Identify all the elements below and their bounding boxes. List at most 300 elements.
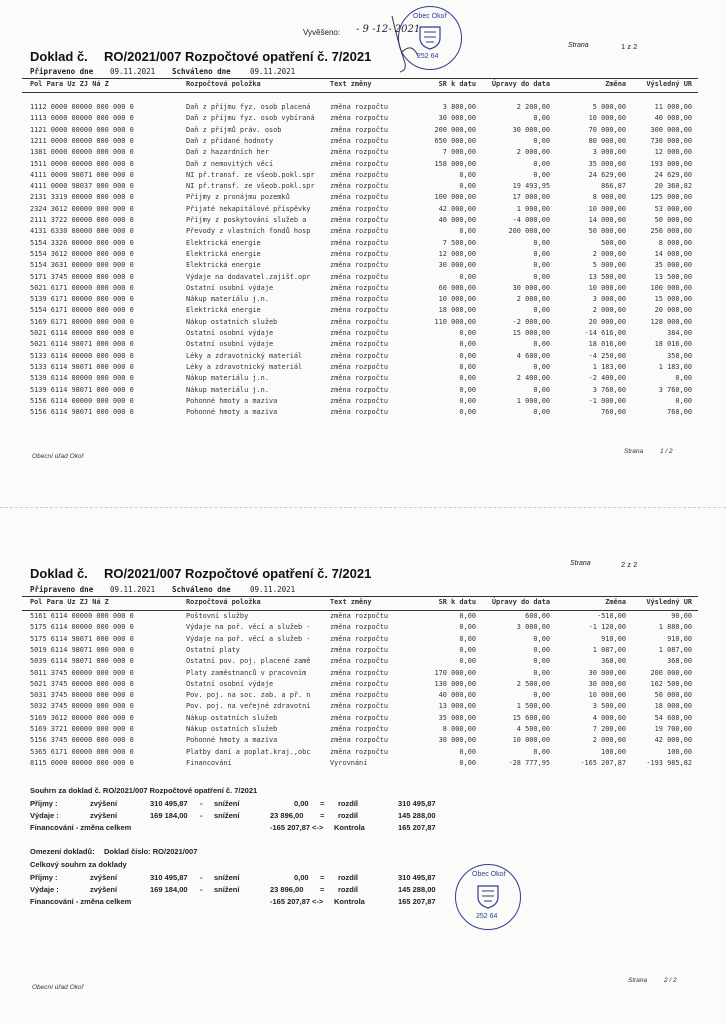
cell-item: Elektrická energie — [186, 306, 261, 315]
cell-zm: -1 000,00 — [588, 396, 626, 405]
cell-item: Ostatní platy — [186, 645, 240, 654]
omezeni-label: Omezení dokladů: — [30, 847, 95, 856]
cell-text: změna rozpočtu — [330, 103, 389, 111]
cell-text: změna rozpočtu — [330, 136, 389, 145]
cell-vys: 12 000,00 — [654, 148, 692, 157]
cell-vys: 13 500,00 — [654, 272, 692, 281]
table-row — [0, 725, 726, 736]
cell-text: změna rozpočtu — [330, 385, 389, 394]
approved-label-2: Schváleno dne — [172, 585, 231, 594]
cell-code: 1211 0000 00000 000 000 0 — [30, 136, 134, 145]
official-stamp-seal: Obec Okoř 252 64 — [398, 6, 462, 70]
cell-text: změna rozpočtu — [330, 374, 389, 383]
cell-opr: -4 000,00 — [512, 216, 550, 224]
prepared-label: Připraveno dne — [30, 67, 94, 76]
total-vydaje-roz: 145 288,00 — [398, 885, 436, 894]
cell-vys: 0,00 — [675, 396, 692, 405]
table-row — [0, 193, 726, 204]
cell-zm: 2 000,00 — [592, 249, 626, 258]
cell-text: změna rozpočtu — [330, 623, 389, 632]
cell-zm: 10 000,00 — [588, 691, 626, 700]
cell-zm: 1 087,00 — [592, 645, 626, 654]
table-row — [0, 714, 726, 725]
cell-vys: 8 000,00 — [658, 238, 692, 247]
cell-item: NI př.transf. ze všeob.pokl.spr — [186, 182, 315, 191]
col-text: Text změny — [330, 80, 372, 88]
cell-zm: -1 120,00 — [588, 623, 626, 632]
cell-opr: 0,00 — [533, 747, 550, 756]
cell-item: Poštovní služby — [186, 612, 249, 620]
cell-sr: 0,00 — [459, 340, 476, 349]
cell-opr: 0,00 — [533, 136, 550, 145]
cell-vys: 35 000,00 — [654, 261, 692, 270]
cell-sr: 0,00 — [459, 362, 476, 371]
cell-zm: 80 000,00 — [588, 136, 626, 145]
cell-sr: 0,00 — [459, 623, 476, 632]
cell-vys: 50 000,00 — [654, 216, 692, 224]
cell-opr: 17 000,00 — [512, 193, 550, 202]
footer-page-label: Strana — [624, 448, 644, 455]
cell-opr: 0,00 — [533, 170, 550, 179]
cell-sr: 100 000,00 — [434, 193, 476, 202]
summary-prijmy-zv-label: zvýšení — [90, 799, 118, 808]
cell-text: změna rozpočtu — [330, 679, 389, 688]
cell-zm: 5 000,00 — [592, 103, 626, 111]
cell-code: 5011 3745 00000 000 000 0 — [30, 668, 134, 677]
cell-opr: 0,00 — [533, 114, 550, 123]
table-header-2 — [0, 598, 726, 609]
table-row — [0, 736, 726, 747]
cell-opr: 0,00 — [533, 645, 550, 654]
summary-prijmy-roz: 310 495,87 — [398, 799, 436, 808]
cell-zm: 14 000,00 — [588, 216, 626, 224]
cell-vys: 42 000,00 — [654, 736, 692, 745]
footer-office: Obecní úřad Okoř — [32, 453, 84, 460]
summary-prijmy-sn-label: snížení — [214, 799, 240, 808]
cell-text: změna rozpočtu — [330, 193, 389, 202]
cell-text: změna rozpočtu — [330, 227, 389, 236]
col-item: Rozpočtová položka — [186, 80, 261, 88]
cell-item: Léky a zdravotnický materiál — [186, 362, 303, 371]
cell-code: 2324 3612 00000 000 000 0 — [30, 204, 134, 213]
cell-sr: 0,00 — [459, 170, 476, 179]
cell-sr: 3 800,00 — [442, 103, 476, 111]
cell-zm: 18 016,00 — [588, 340, 626, 349]
cell-sr: 0,00 — [459, 645, 476, 654]
prepared-date: 09.11.2021 — [110, 67, 156, 76]
table-row — [0, 374, 726, 385]
col-opr-2: Úpravy do data — [491, 598, 550, 606]
table-row — [0, 623, 726, 634]
summary-title: Souhrn za doklad č. RO/2021/007 Rozpočtové opatření č. 7/2021 — [30, 786, 258, 795]
cell-sr: 30 000,00 — [438, 261, 476, 270]
cell-sr: 0,00 — [459, 758, 476, 767]
cell-vys: 300 000,00 — [650, 125, 692, 134]
col-opr: Úpravy do data — [491, 80, 550, 88]
cell-zm: -2 400,00 — [588, 374, 626, 383]
cell-text: změna rozpočtu — [330, 634, 389, 643]
table-row — [0, 318, 726, 329]
cell-text: změna rozpočtu — [330, 272, 389, 281]
summary-vydaje-label: Výdaje : — [30, 811, 59, 820]
cell-sr: 158 000,00 — [434, 159, 476, 168]
cell-opr: 0,00 — [533, 657, 550, 666]
footer-office-2: Obecní úřad Okoř — [32, 984, 84, 991]
table-row — [0, 646, 726, 657]
cell-item: Daň z příjmů práv. osob — [186, 125, 282, 134]
posted-label: Vyvěšeno: — [303, 28, 341, 37]
cell-opr: 19 493,95 — [512, 182, 550, 191]
cell-text: změna rozpočtu — [330, 306, 389, 315]
cell-vys: 11 000,00 — [654, 103, 692, 111]
cell-text: změna rozpočtu — [330, 747, 389, 756]
cell-code: 5021 6114 98071 000 000 0 — [30, 340, 134, 349]
cell-zm: -14 616,00 — [584, 329, 626, 337]
cell-item: Ostatní osobní výdaje — [186, 340, 274, 349]
col-sr-2: SR k datu — [438, 598, 476, 606]
cell-text: změna rozpočtu — [330, 691, 389, 700]
table-row — [0, 363, 726, 374]
cell-text: změna rozpočtu — [330, 725, 389, 733]
cell-opr: 600,00 — [525, 612, 550, 620]
cell-text: změna rozpočtu — [330, 295, 389, 304]
table-row — [0, 657, 726, 668]
cell-item: Ostatní osobní výdaje — [186, 679, 274, 688]
cell-opr: 2 400,00 — [516, 374, 550, 383]
table-row — [0, 227, 726, 238]
cell-sr: 40 000,00 — [438, 216, 476, 224]
cell-code: 5156 6114 98071 000 000 0 — [30, 408, 134, 417]
summary-vydaje-roz-label: rozdíl — [338, 811, 358, 820]
summary-fin-b: 165 207,87 — [398, 823, 436, 832]
total-prijmy-roz: 310 495,87 — [398, 873, 436, 882]
col-pol-2: Pol Para Uz ZJ Ná Z — [30, 598, 109, 606]
summary-kontrola-label: Kontrola — [334, 823, 365, 832]
cell-vys: 0,00 — [675, 374, 692, 383]
cell-vys: 15 000,00 — [654, 295, 692, 304]
cell-vys: 760,00 — [667, 408, 692, 417]
cell-zm: 3 760,00 — [592, 385, 626, 394]
page-number-2: 2 z 2 — [621, 560, 638, 569]
cell-code: 5154 3631 00000 000 000 0 — [30, 261, 134, 270]
cell-code: 5156 6114 00000 000 000 0 — [30, 396, 134, 405]
cell-code: 4111 0000 98071 000 000 0 — [30, 170, 134, 179]
table-row — [0, 702, 726, 713]
cell-vys: 1 087,00 — [658, 645, 692, 654]
cell-zm: 24 629,00 — [588, 170, 626, 179]
cell-text: změna rozpočtu — [330, 261, 389, 270]
cell-opr: 2 000,00 — [516, 148, 550, 157]
cell-opr: 4 600,00 — [516, 351, 550, 360]
cell-sr: 0,00 — [459, 329, 476, 337]
summary-fin-a: -165 207,87 — [270, 823, 311, 832]
header-rule-bottom-2 — [22, 610, 698, 611]
table-row — [0, 103, 726, 114]
cell-text: změna rozpočtu — [330, 340, 389, 349]
cell-zm: 35 000,00 — [588, 159, 626, 168]
cell-sr: 130 000,00 — [434, 679, 476, 688]
col-vys-2: Výsledný UR — [646, 598, 692, 606]
col-zm-2: Změna — [605, 598, 626, 606]
summary-prijmy-sn: 0,00 — [294, 799, 309, 808]
summary-vydaje-sn-label: snížení — [214, 811, 240, 820]
cell-zm: -4 250,00 — [588, 351, 626, 360]
cell-sr: 18 000,00 — [438, 306, 476, 315]
cell-code: 5139 6114 98071 000 000 0 — [30, 385, 134, 394]
cell-sr: 42 000,00 — [438, 204, 476, 213]
summary-vydaje-sn: 23 896,00 — [270, 811, 304, 820]
cell-opr: 0,00 — [533, 362, 550, 371]
cell-vys: 18 016,00 — [654, 340, 692, 349]
cell-sr: 0,00 — [459, 657, 476, 666]
cell-vys: 350,00 — [667, 351, 692, 360]
cell-zm: 8 000,00 — [592, 193, 626, 202]
footer-page-label-2: Strana — [628, 977, 648, 984]
cell-code: 1112 0000 00000 000 000 0 — [30, 103, 134, 111]
cell-code: 5171 3745 00000 000 000 0 — [30, 272, 134, 281]
cell-text: změna rozpočtu — [330, 408, 389, 417]
cell-zm: 2 000,00 — [592, 306, 626, 315]
cell-item: Nákup ostatních služeb — [186, 725, 278, 733]
cell-code: 5156 3745 00000 000 000 0 — [30, 736, 134, 745]
cell-vys: 193 000,00 — [650, 159, 692, 168]
table-row — [0, 126, 726, 137]
cell-text: změna rozpočtu — [330, 736, 389, 745]
prepared-label-2: Připraveno dne — [30, 585, 94, 594]
total-prijmy-sn: 0,00 — [294, 873, 309, 882]
cell-sr: 0,00 — [459, 272, 476, 281]
cell-text: změna rozpočtu — [330, 170, 389, 179]
cell-item: Elektrická energie — [186, 261, 261, 270]
cell-text: změna rozpočtu — [330, 329, 389, 337]
cell-item: Ostatní pov. poj. placené zamě — [186, 657, 311, 666]
cell-vys: -193 985,82 — [646, 758, 692, 767]
cell-item: Ostatní osobní výdaje — [186, 283, 274, 292]
cell-item: Ostatní osobní výdaje — [186, 329, 274, 337]
cell-code: 5154 3612 00000 000 000 0 — [30, 249, 134, 258]
cell-zm: 1 183,00 — [592, 362, 626, 371]
cell-sr: 0,00 — [459, 396, 476, 405]
cell-sr: 170 000,00 — [434, 668, 476, 677]
cell-vys: 20 000,00 — [654, 306, 692, 315]
table-row — [0, 759, 726, 770]
table-row — [0, 397, 726, 408]
cell-opr: 0,00 — [533, 249, 550, 258]
cell-code: 5133 6114 98071 000 000 0 — [30, 362, 134, 371]
cell-text: změna rozpočtu — [330, 148, 389, 157]
document-page-1 — [0, 0, 726, 505]
cell-zm: 10 000,00 — [588, 283, 626, 292]
cell-item: Daň z příjmu fyz. osob placená — [186, 103, 311, 111]
cell-text: změna rozpočtu — [330, 396, 389, 405]
cell-text: změna rozpočtu — [330, 216, 389, 224]
cell-item: Daň z přidané hodnoty — [186, 136, 274, 145]
cell-opr: 0,00 — [533, 691, 550, 700]
cell-zm: 30 000,00 — [588, 668, 626, 677]
cell-sr: 0,00 — [459, 747, 476, 756]
cell-code: 5169 6171 00000 000 000 0 — [30, 317, 134, 326]
cell-vys: 730 000,00 — [650, 136, 692, 145]
page-label: Strana — [568, 42, 589, 49]
cell-vys: 1 880,00 — [658, 623, 692, 632]
cell-code: 5021 6114 00000 000 000 0 — [30, 329, 134, 337]
cell-item: Nákup materiálu j.n. — [186, 385, 269, 394]
page-divider — [0, 507, 726, 508]
cell-sr: 35 000,00 — [438, 713, 476, 722]
summary-vydaje-zv: 169 184,00 — [150, 811, 188, 820]
cell-text: změna rozpočtu — [330, 713, 389, 722]
cell-item: Daň z hazardních her — [186, 148, 269, 157]
cell-code: 5169 3612 00000 000 000 0 — [30, 713, 134, 722]
cell-zm: 866,87 — [601, 182, 626, 191]
cell-opr: 10 000,00 — [512, 736, 550, 745]
cell-sr: 0,00 — [459, 374, 476, 383]
cell-opr: 2 000,00 — [516, 295, 550, 304]
cell-zm: 10 000,00 — [588, 204, 626, 213]
cell-opr: 1 000,00 — [516, 204, 550, 213]
cell-vys: 40 000,00 — [654, 114, 692, 123]
cell-vys: 3 760,00 — [658, 385, 692, 394]
cell-item: Pov. poj. na soc. zab. a př. n — [186, 691, 311, 700]
cell-item: Pohonné hmoty a maziva — [186, 408, 278, 417]
cell-vys: 250 000,00 — [650, 227, 692, 236]
table-row — [0, 680, 726, 691]
cell-zm: -510,00 — [596, 612, 626, 620]
col-text-2: Text změny — [330, 598, 372, 606]
table-row — [0, 250, 726, 261]
cell-item: Financování — [186, 758, 232, 767]
summary-vydaje-zv-label: zvýšení — [90, 811, 118, 820]
table-row — [0, 386, 726, 397]
cell-sr: 40 000,00 — [438, 691, 476, 700]
cell-opr: 200 000,00 — [508, 227, 550, 236]
coat-of-arms-icon — [475, 883, 501, 909]
cell-vys: 100,00 — [667, 747, 692, 756]
cell-item: Platby daní a poplat.kraj.,obc — [186, 747, 311, 756]
cell-code: 2131 3319 00000 000 000 0 — [30, 193, 134, 202]
table-row — [0, 340, 726, 351]
col-item-2: Rozpočtová položka — [186, 598, 261, 606]
cell-text: změna rozpočtu — [330, 159, 389, 168]
cell-code: 5175 6114 00000 000 000 0 — [30, 623, 134, 632]
cell-sr: 0,00 — [459, 227, 476, 236]
cell-vys: 18 000,00 — [654, 702, 692, 711]
cell-item: Přijaté nekapitálové příspěvky — [186, 204, 311, 213]
cell-vys: 162 500,00 — [650, 679, 692, 688]
summary-fin-label: Financování - změna celkem — [30, 823, 132, 832]
cell-item: Pohonné hmoty a maziva — [186, 396, 278, 405]
cell-zm: 70 000,00 — [588, 125, 626, 134]
cell-code: 5039 6114 98071 000 000 0 — [30, 657, 134, 666]
cell-sr: 0,00 — [459, 408, 476, 417]
table-row — [0, 205, 726, 216]
table-row — [0, 182, 726, 193]
cell-item: Výdaje na dodavatel.zajišť.opr — [186, 272, 311, 281]
cell-sr: 0,00 — [459, 351, 476, 360]
cell-zm: 5 000,00 — [592, 261, 626, 270]
cell-code: 5169 3721 00000 000 000 0 — [30, 725, 134, 733]
cell-sr: 30 000,00 — [438, 736, 476, 745]
table-row — [0, 748, 726, 759]
celkovy-souhrn-label: Celkový souhrn za doklady — [30, 860, 127, 869]
cell-item: Příjmy z pronájmu pozemků — [186, 193, 290, 202]
cell-text: změna rozpočtu — [330, 612, 389, 620]
cell-sr: 12 000,00 — [438, 249, 476, 258]
cell-text: změna rozpočtu — [330, 657, 389, 666]
col-vys: Výsledný UR — [646, 80, 692, 88]
official-stamp-seal-2: Obec Okoř 252 64 — [455, 864, 521, 930]
cell-item: Léky a zdravotnický materiál — [186, 351, 303, 360]
doc-title-2: RO/2021/007 Rozpočtové opatření č. 7/2021 — [104, 566, 372, 581]
cell-item: Pov. poj. na veřejné zdravotní — [186, 702, 311, 711]
cell-opr: 0,00 — [533, 668, 550, 677]
table-row — [0, 261, 726, 272]
summary-prijmy-zv: 310 495,87 — [150, 799, 188, 808]
cell-code: 5139 6114 00000 000 000 0 — [30, 374, 134, 383]
table-row — [0, 239, 726, 250]
cell-code: 1511 0000 00000 000 000 0 — [30, 159, 134, 168]
cell-zm: 368,00 — [601, 657, 626, 666]
cell-sr: 8 000,00 — [442, 725, 476, 733]
summary-prijmy-roz-label: rozdíl — [338, 799, 358, 808]
cell-item: NI př.transf. ze všeob.pokl.spr — [186, 170, 315, 179]
cell-text: změna rozpočtu — [330, 204, 389, 213]
approved-date: 09.11.2021 — [250, 67, 296, 76]
cell-text: změna rozpočtu — [330, 351, 389, 360]
cell-opr: 0,00 — [533, 272, 550, 281]
cell-vys: 1 183,00 — [658, 362, 692, 371]
cell-opr: 3 000,00 — [516, 623, 550, 632]
cell-text: změna rozpočtu — [330, 668, 389, 677]
cell-opr: 0,00 — [533, 408, 550, 417]
cell-zm: 7 200,00 — [592, 725, 626, 733]
cell-opr: 0,00 — [533, 159, 550, 168]
cell-code: 5154 3326 00000 000 000 0 — [30, 238, 134, 247]
cell-vys: 20 360,82 — [654, 182, 692, 191]
cell-vys: 19 700,00 — [654, 725, 692, 733]
cell-text: změna rozpočtu — [330, 238, 389, 247]
cell-item: Výdaje na poř. věcí a služeb - — [186, 634, 311, 643]
table-row — [0, 306, 726, 317]
cell-zm: 30 000,00 — [588, 679, 626, 688]
table-row — [0, 612, 726, 623]
cell-opr: 0,00 — [533, 238, 550, 247]
cell-code: 5019 6114 98071 000 000 0 — [30, 645, 134, 654]
cell-text: změna rozpočtu — [330, 283, 389, 292]
doc-label-2: Doklad č. — [30, 566, 88, 581]
table-row — [0, 352, 726, 363]
cell-code: 1381 0000 00000 000 000 0 — [30, 148, 134, 157]
cell-opr: 1 000,00 — [516, 396, 550, 405]
cell-vys: 200 000,00 — [650, 668, 692, 677]
cell-text: změna rozpočtu — [330, 317, 389, 326]
approved-date-2: 09.11.2021 — [250, 585, 296, 594]
cell-text: změna rozpočtu — [330, 645, 389, 654]
cell-text: změna rozpočtu — [330, 182, 389, 191]
cell-sr: 0,00 — [459, 182, 476, 191]
table-header — [0, 80, 726, 91]
cell-code: 5021 3745 00000 000 000 0 — [30, 679, 134, 688]
table-row — [0, 635, 726, 646]
cell-vys: 384,00 — [667, 329, 692, 337]
cell-sr: 0,00 — [459, 385, 476, 394]
cell-sr: 7 500,00 — [442, 238, 476, 247]
cell-opr: 15 000,00 — [512, 329, 550, 337]
table-row — [0, 669, 726, 680]
cell-zm: 2 000,00 — [592, 736, 626, 745]
signature-mark — [388, 12, 428, 74]
cell-zm: 910,00 — [601, 634, 626, 643]
